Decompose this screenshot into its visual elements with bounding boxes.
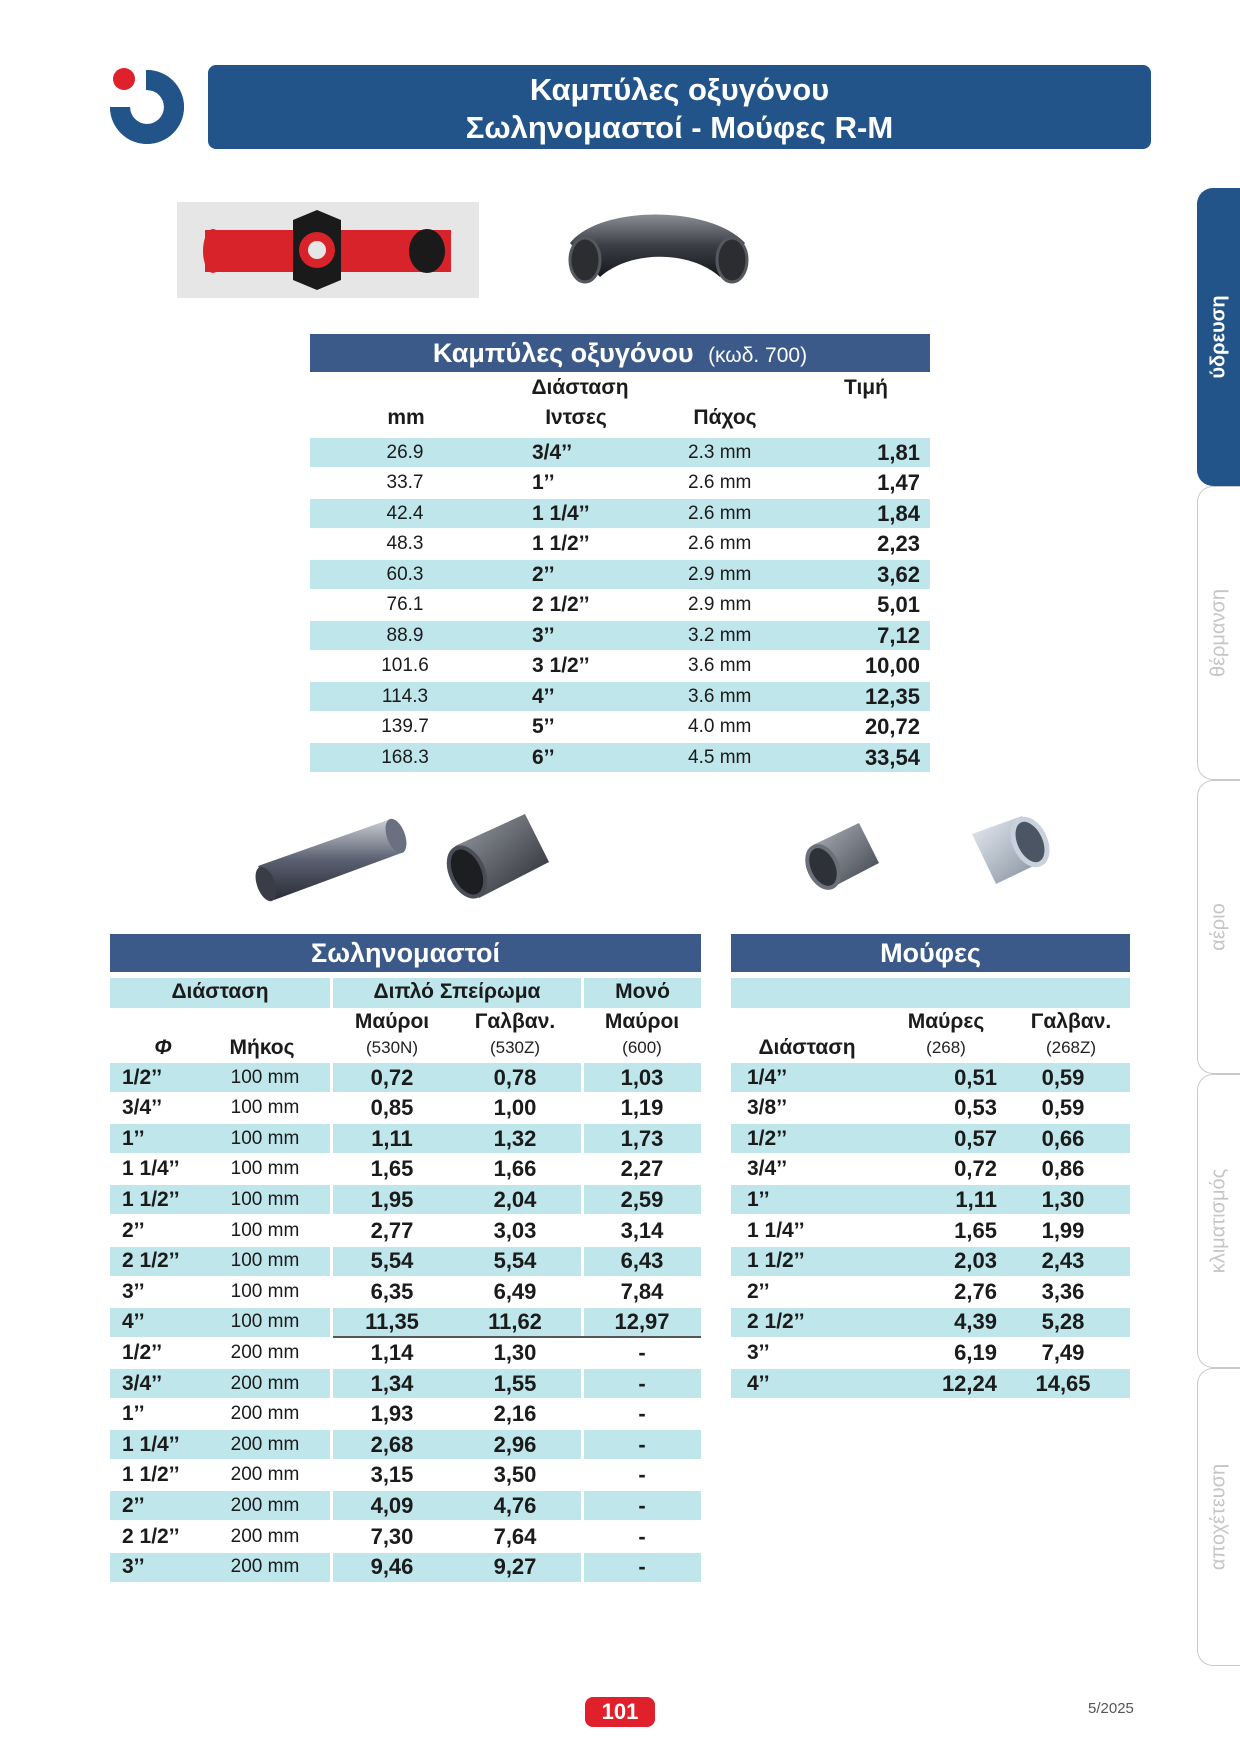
diameter-mm: 42.4 [386, 502, 424, 524]
diameter-inches: 1 1/2’’ [122, 1187, 180, 1211]
diameter-inches: 3’’ [532, 623, 555, 647]
tab-label: κλιματισμός [1207, 1168, 1230, 1274]
black-price: 2,68 [370, 1431, 414, 1457]
diameter-inches: 2’’ [747, 1279, 770, 1303]
price: 1,84 [877, 500, 920, 526]
table-row [731, 1277, 1130, 1306]
nipples-title: Σωληνομαστοί [311, 938, 500, 968]
table-row [310, 713, 930, 742]
table-row [110, 1491, 701, 1520]
sockets-galv-code: (268Z) [1045, 1038, 1097, 1057]
diameter-inches: 2 1/2’’ [122, 1524, 180, 1548]
black-price: 0,72 [954, 1156, 997, 1182]
galvanized-price: 14,65 [1035, 1370, 1091, 1396]
nipples-black-header: Μαύροι [354, 1010, 430, 1033]
black-price: 12,24 [941, 1370, 997, 1396]
single-black-price: 6,43 [620, 1248, 664, 1274]
wall-thickness: 4.0 mm [688, 716, 752, 737]
nipples-dimension-header: Διάσταση [171, 980, 269, 1003]
black-price: 7,30 [370, 1523, 414, 1549]
diameter-inches: 3’’ [122, 1555, 145, 1579]
diameter-inches: 1 1/2’’ [122, 1463, 180, 1487]
wall-thickness: 4.5 mm [688, 746, 752, 768]
table-row [110, 1430, 701, 1459]
nipples-single-thread-header: Μονό [615, 980, 670, 1003]
price: 33,54 [864, 744, 920, 770]
table-row [110, 1124, 701, 1153]
length: 100 mm [230, 1097, 300, 1119]
single-black-price: 2,59 [620, 1186, 664, 1212]
diameter-inches: 1/2’’ [122, 1065, 163, 1089]
galvanized-price: 1,30 [1041, 1186, 1085, 1212]
single-black-price: 12,97 [614, 1309, 670, 1335]
title-line-2: Σωληνομαστοί - Μούφες R-M [465, 110, 894, 145]
diameter-mm: 48.3 [386, 533, 424, 554]
single-black-price: - [638, 1370, 646, 1396]
length: 200 mm [230, 1433, 300, 1455]
black-price: 0,53 [954, 1095, 997, 1121]
wall-thickness: 3.2 mm [688, 624, 752, 646]
table-row [731, 1185, 1130, 1214]
nipples-table-title [110, 934, 701, 972]
table-row [310, 469, 930, 498]
diameter-inches: 1 1/4’’ [532, 501, 590, 525]
price: 10,00 [864, 653, 920, 678]
black-price: 9,46 [370, 1554, 414, 1580]
tab-gas[interactable] [1197, 780, 1240, 1074]
galvanized-price: 2,43 [1041, 1248, 1085, 1274]
single-black-price: - [638, 1339, 646, 1365]
diameter-inches: 2 1/2’’ [532, 593, 590, 616]
nipples-single-black-header: Μαύροι [604, 1010, 680, 1033]
black-price: 0,72 [370, 1064, 414, 1090]
tab-water-supply[interactable] [1197, 188, 1240, 486]
diameter-mm: 60.3 [386, 563, 424, 585]
black-price: 11,35 [365, 1309, 419, 1335]
galvanized-price: 1,55 [493, 1370, 537, 1396]
diameter-inches: 3/4’’ [747, 1157, 788, 1181]
galvanized-price: 7,64 [493, 1523, 537, 1549]
length: 200 mm [230, 1464, 300, 1486]
title-line-1: Καμπύλες οξυγόνου [529, 72, 830, 107]
single-black-price: - [638, 1492, 646, 1518]
table-row [310, 591, 930, 620]
diameter-inches: 3/4’’ [532, 440, 573, 464]
diameter-inches: 3’’ [122, 1279, 145, 1303]
black-price: 1,65 [370, 1156, 414, 1182]
single-nipple-image [445, 806, 555, 906]
diameter-inches: 1 1/4’’ [122, 1157, 180, 1181]
table-row [731, 1247, 1130, 1276]
diameter-inches: 2 1/2’’ [747, 1310, 805, 1334]
table-row [310, 682, 930, 711]
single-black-price: - [638, 1462, 646, 1488]
black-price: 0,57 [954, 1125, 997, 1151]
black-price: 3,15 [370, 1462, 414, 1488]
table-row [731, 1369, 1130, 1398]
black-socket-image [803, 815, 885, 897]
rm-brand-logo [177, 202, 479, 298]
tab-heating[interactable] [1197, 486, 1240, 780]
length: 100 mm [230, 1280, 300, 1302]
diameter-mm: 101.6 [381, 655, 429, 676]
diameter-inches: 1 1/4’’ [747, 1218, 805, 1242]
tab-air-conditioning[interactable] [1197, 1074, 1240, 1368]
galvanized-price: 1,32 [493, 1125, 537, 1151]
diameter-mm: 76.1 [386, 594, 424, 615]
diameter-inches: 2’’ [122, 1218, 145, 1242]
black-price: 6,35 [370, 1278, 414, 1304]
price: 1,47 [877, 470, 920, 495]
table-row [310, 652, 930, 681]
price: 12,35 [864, 683, 920, 709]
single-black-price: 7,84 [620, 1278, 664, 1304]
length: 100 mm [230, 1219, 300, 1241]
black-price: 1,34 [370, 1370, 414, 1396]
wall-thickness: 2.6 mm [688, 502, 752, 524]
tab-label: αέριο [1207, 903, 1230, 951]
galvanized-price: 0,59 [1041, 1064, 1085, 1090]
length: 100 mm [230, 1127, 300, 1149]
price: 20,72 [864, 714, 920, 739]
tab-label: θέρμανση [1207, 589, 1230, 677]
diameter-inches: 4’’ [122, 1310, 145, 1334]
wall-thickness: 3.6 mm [688, 685, 752, 707]
diameter-inches: 1/2’’ [747, 1126, 788, 1150]
galvanized-price: 4,76 [493, 1492, 537, 1518]
diameter-inches: 1’’ [532, 471, 555, 494]
elbow-fitting-image [560, 205, 755, 305]
galvanized-price: 0,86 [1041, 1156, 1085, 1182]
length: 200 mm [230, 1525, 300, 1547]
price: 7,12 [877, 622, 920, 648]
nipples-double-thread-header: Διπλό Σπείρωμα [373, 980, 541, 1003]
diameter-mm: 33.7 [386, 472, 424, 493]
single-black-price: 1,19 [620, 1095, 664, 1121]
table-row [110, 1247, 701, 1276]
table-row [110, 1369, 701, 1398]
length: 100 mm [230, 1066, 300, 1088]
galvanized-price: 5,54 [493, 1248, 537, 1274]
wall-thickness: 2.3 mm [688, 441, 752, 463]
table-row [110, 1461, 701, 1490]
diameter-inches: 2 1/2’’ [122, 1249, 180, 1273]
diameter-inches: 5’’ [532, 715, 555, 738]
table-row [731, 1063, 1130, 1092]
page-number: 101 [585, 1697, 655, 1727]
price: 1,81 [877, 439, 920, 465]
diameter-inches: 1/2’’ [122, 1340, 163, 1364]
diameter-inches: 1’’ [747, 1187, 770, 1211]
elbows-table-title [310, 334, 930, 372]
length: 100 mm [230, 1250, 300, 1272]
tab-label: ύδρευση [1207, 295, 1230, 379]
table-row [310, 743, 930, 772]
elbows-price-header: Τιμή [844, 376, 888, 399]
length: 100 mm [230, 1158, 300, 1180]
diameter-mm: 26.9 [386, 441, 424, 463]
single-black-price: - [638, 1523, 646, 1549]
table-row [731, 1338, 1130, 1367]
length: 200 mm [230, 1494, 300, 1516]
table-row [310, 499, 930, 528]
elbows-thickness-header: Πάχος [693, 406, 757, 429]
nipples-single-code: (600) [622, 1038, 662, 1057]
galvanized-price: 0,66 [1041, 1125, 1085, 1151]
galvanized-price: 2,16 [493, 1401, 537, 1427]
price: 5,01 [877, 592, 920, 617]
galvanized-price: 5,28 [1041, 1309, 1085, 1335]
length: 100 mm [230, 1188, 300, 1210]
diameter-inches: 2’’ [532, 562, 555, 586]
table-row [731, 1155, 1130, 1184]
company-logo [106, 64, 188, 146]
table-row [310, 621, 930, 650]
diameter-inches: 1’’ [122, 1126, 145, 1150]
table-row [731, 1124, 1130, 1153]
black-price: 1,93 [370, 1401, 414, 1427]
diameter-inches: 3/4’’ [122, 1371, 163, 1395]
galvanized-socket-image [960, 808, 1055, 903]
table-row [110, 1155, 701, 1184]
double-nipple-image [250, 808, 410, 908]
black-price: 5,54 [370, 1248, 414, 1274]
sockets-header-band [731, 978, 1130, 1008]
black-price: 1,14 [370, 1339, 414, 1365]
black-price: 1,11 [371, 1125, 413, 1151]
diameter-inches: 6’’ [532, 745, 555, 769]
table-row [731, 1094, 1130, 1123]
table-row [310, 530, 930, 559]
black-price: 2,77 [370, 1217, 414, 1243]
single-black-price: 1,73 [620, 1125, 664, 1151]
table-row [110, 1063, 701, 1092]
table-row [110, 1522, 701, 1551]
length: 100 mm [230, 1311, 300, 1333]
galvanized-price: 1,66 [493, 1156, 537, 1182]
elbows-code: (κωδ. 700) [708, 344, 808, 367]
sockets-title: Μούφες [880, 938, 981, 968]
galvanized-price: 9,27 [493, 1554, 537, 1580]
price: 3,62 [877, 561, 920, 587]
table-row [110, 1553, 701, 1582]
table-row [731, 1308, 1130, 1337]
galvanized-price: 3,36 [1041, 1278, 1085, 1304]
galvanized-price: 6,49 [493, 1278, 537, 1304]
galvanized-price: 3,03 [493, 1217, 537, 1243]
nipples-galv-header: Γαλβαν. [474, 1010, 556, 1033]
black-price: 1,95 [370, 1186, 414, 1212]
galvanized-price: 3,50 [493, 1462, 537, 1488]
table-row [310, 560, 930, 589]
black-price: 6,19 [954, 1339, 997, 1365]
wall-thickness: 2.6 mm [688, 472, 752, 493]
black-price: 1,11 [955, 1186, 997, 1212]
single-black-price: - [638, 1401, 646, 1427]
table-row [731, 1216, 1130, 1245]
table-row [110, 1185, 701, 1214]
table-row [110, 1338, 701, 1367]
price: 2,23 [877, 531, 920, 556]
diameter-inches: 4’’ [747, 1371, 770, 1395]
diameter-mm: 168.3 [381, 746, 429, 768]
galvanized-price: 2,04 [493, 1186, 537, 1212]
single-black-price: 1,03 [620, 1064, 664, 1090]
galvanized-price: 2,96 [493, 1431, 537, 1457]
galvanized-price: 0,78 [493, 1064, 537, 1090]
galvanized-price: 1,99 [1041, 1217, 1085, 1243]
nipples-phi-header: Φ [154, 1036, 172, 1059]
galvanized-price: 0,59 [1041, 1095, 1085, 1121]
length: 200 mm [230, 1341, 300, 1363]
galvanized-price: 7,49 [1041, 1339, 1085, 1365]
edition-date: 5/2025 [1088, 1700, 1134, 1717]
galvanized-price: 11,62 [488, 1309, 542, 1335]
page-title [208, 65, 1151, 149]
table-row [110, 1277, 701, 1306]
length: 200 mm [230, 1372, 300, 1394]
diameter-inches: 1/4’’ [747, 1065, 788, 1089]
tab-drainage[interactable] [1197, 1368, 1240, 1666]
tab-label: αποχέτευση [1207, 1463, 1230, 1571]
black-price: 0,51 [954, 1064, 997, 1090]
sockets-galv-header: Γαλβαν. [1030, 1010, 1112, 1033]
sockets-table-title [731, 934, 1130, 972]
elbows-inches-header: Ιντσες [545, 406, 607, 429]
wall-thickness: 2.9 mm [688, 594, 752, 615]
sockets-black-code: (268) [926, 1038, 966, 1057]
elbows-mm-header: mm [387, 406, 425, 429]
black-price: 4,39 [954, 1309, 997, 1335]
galvanized-price: 1,30 [493, 1339, 537, 1365]
wall-thickness: 2.9 mm [688, 563, 752, 585]
sockets-black-header: Μαύρες [907, 1010, 985, 1033]
diameter-mm: 139.7 [381, 716, 429, 737]
diameter-inches: 3/8’’ [747, 1096, 788, 1120]
black-price: 4,09 [370, 1492, 414, 1518]
single-black-price: 2,27 [620, 1156, 664, 1182]
diameter-inches: 3’’ [747, 1340, 770, 1364]
single-black-price: - [638, 1554, 646, 1580]
single-black-price: - [638, 1431, 646, 1457]
length: 200 mm [230, 1403, 300, 1425]
diameter-inches: 4’’ [532, 684, 555, 708]
table-row [110, 1400, 701, 1429]
nipples-length-header: Μήκος [229, 1036, 295, 1059]
sockets-dimension-header: Διάσταση [758, 1036, 856, 1059]
black-price: 0,85 [370, 1095, 414, 1121]
nipples-galv-code: (530Z) [489, 1038, 541, 1057]
elbows-title: Καμπύλες οξυγόνου [432, 338, 694, 368]
diameter-inches: 1’’ [122, 1402, 145, 1426]
nipples-black-code: (530N) [366, 1038, 418, 1057]
diameter-inches: 3/4’’ [122, 1096, 163, 1120]
diameter-inches: 1 1/2’’ [532, 532, 590, 555]
table-row [310, 438, 930, 467]
galvanized-price: 1,00 [493, 1095, 537, 1121]
table-row [110, 1308, 701, 1337]
diameter-mm: 88.9 [386, 624, 424, 646]
diameter-inches: 2’’ [122, 1493, 145, 1517]
diameter-mm: 114.3 [381, 685, 429, 707]
diameter-inches: 1 1/4’’ [122, 1432, 180, 1456]
single-black-price: 3,14 [620, 1217, 664, 1243]
wall-thickness: 3.6 mm [688, 655, 752, 676]
table-row [110, 1094, 701, 1123]
table-row [110, 1216, 701, 1245]
length: 200 mm [230, 1556, 300, 1578]
elbows-dimension-header: Διάσταση [531, 376, 629, 399]
wall-thickness: 2.6 mm [688, 533, 752, 554]
black-price: 2,76 [954, 1278, 997, 1304]
diameter-inches: 3 1/2’’ [532, 654, 590, 677]
black-price: 2,03 [954, 1248, 997, 1274]
diameter-inches: 1 1/2’’ [747, 1249, 805, 1273]
black-price: 1,65 [954, 1217, 997, 1243]
